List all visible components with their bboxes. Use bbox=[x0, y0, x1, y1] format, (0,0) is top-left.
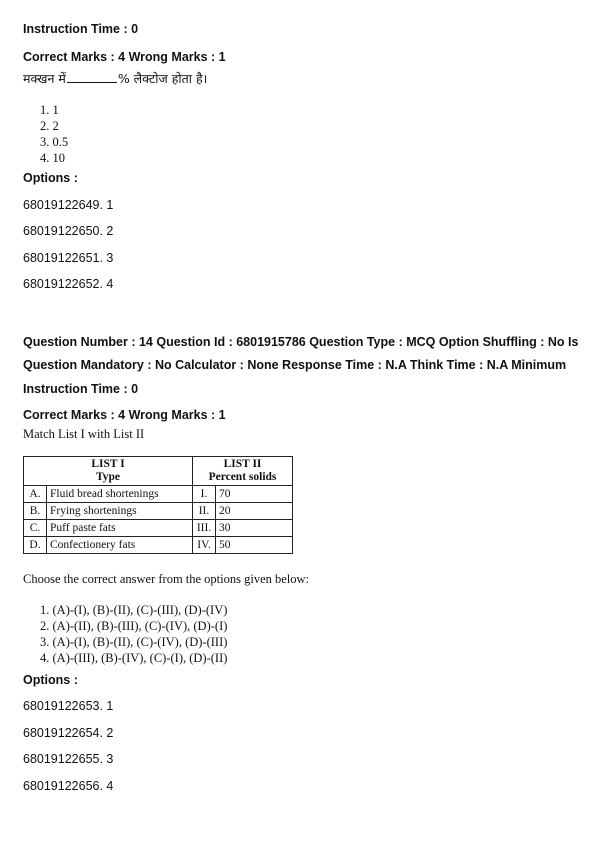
list2-value: 30 bbox=[216, 520, 293, 537]
list1-title: LIST I bbox=[91, 458, 125, 470]
q13-choice: 2. 2 bbox=[40, 119, 59, 133]
list1-subtitle: Type bbox=[95, 471, 121, 483]
q13-marks: Correct Marks : 4 Wrong Marks : 1 bbox=[23, 50, 226, 64]
list1-item: Confectionery fats bbox=[47, 537, 193, 554]
q13-choice: 4. 10 bbox=[40, 151, 65, 165]
table-row bbox=[24, 503, 293, 520]
list2-label: I. bbox=[193, 486, 216, 503]
list2-value: 70 bbox=[216, 486, 293, 503]
list1-label: A. bbox=[24, 486, 47, 503]
q13-options-label: Options : bbox=[23, 171, 78, 185]
q13-option-id: 68019122652. 4 bbox=[23, 277, 114, 291]
list2-header bbox=[193, 457, 293, 486]
q14-question-text: Match List I with List II bbox=[23, 427, 145, 441]
q14-marks: Correct Marks : 4 Wrong Marks : 1 bbox=[23, 408, 226, 422]
list1-item: Fluid bread shortenings bbox=[47, 486, 193, 503]
list2-value: 50 bbox=[216, 537, 293, 554]
q13-question-before: मक्खन में bbox=[23, 71, 66, 86]
list1-label: D. bbox=[24, 537, 47, 554]
list2-label: III. bbox=[193, 520, 216, 537]
list1-header bbox=[24, 457, 193, 486]
list2-title: LIST II bbox=[223, 458, 262, 470]
q14-choice: 2. (A)-(II), (B)-(III), (C)-(IV), (D)-(I) bbox=[40, 619, 228, 633]
q14-choice-list bbox=[40, 602, 227, 666]
q14-option-id: 68019122655. 3 bbox=[23, 752, 114, 766]
list2-label: II. bbox=[193, 503, 216, 520]
table-row bbox=[24, 520, 293, 537]
q13-choice-list bbox=[40, 102, 68, 166]
q14-option-id: 68019122653. 1 bbox=[23, 699, 114, 713]
table-row bbox=[24, 537, 293, 554]
q13-option-id: 68019122649. 1 bbox=[23, 198, 114, 212]
q13-instruction-time: Instruction Time : 0 bbox=[23, 22, 139, 36]
q14-choice: 4. (A)-(III), (B)-(IV), (C)-(I), (D)-(II) bbox=[40, 651, 228, 665]
q14-prompt: Choose the correct answer from the options given below: bbox=[23, 572, 310, 586]
match-table bbox=[23, 456, 293, 554]
q14-choice: 1. (A)-(I), (B)-(II), (C)-(III), (D)-(IV) bbox=[40, 603, 228, 617]
q13-option-id: 68019122651. 3 bbox=[23, 251, 114, 265]
q14-option-id: 68019122656. 4 bbox=[23, 779, 114, 793]
list1-item: Puff paste fats bbox=[47, 520, 193, 537]
q13-question-text bbox=[23, 70, 207, 87]
q14-option-id: 68019122654. 2 bbox=[23, 726, 114, 740]
q13-option-id: 68019122650. 2 bbox=[23, 224, 114, 238]
q14-header-line1: Question Number : 14 Question Id : 6801915786 Question Type : MCQ Option Shuffling : No Is bbox=[23, 335, 579, 349]
table-row bbox=[24, 486, 293, 503]
list2-label: IV. bbox=[193, 537, 216, 554]
list1-label: C. bbox=[24, 520, 47, 537]
match-table-header bbox=[24, 457, 293, 486]
list2-subtitle: Percent solids bbox=[208, 471, 277, 483]
q13-answer-blank bbox=[67, 71, 117, 83]
list1-item: Frying shortenings bbox=[47, 503, 193, 520]
q13-choice: 1. 1 bbox=[40, 103, 59, 117]
q14-options-label: Options : bbox=[23, 673, 78, 687]
q14-choice: 3. (A)-(I), (B)-(II), (C)-(IV), (D)-(III) bbox=[40, 635, 228, 649]
q14-header-line2: Question Mandatory : No Calculator : None Response Time : N.A Think Time : N.A Minimum bbox=[23, 358, 567, 372]
list2-value: 20 bbox=[216, 503, 293, 520]
q13-question-after: % लैक्टोज होता है। bbox=[117, 71, 208, 86]
q13-choice: 3. 0.5 bbox=[40, 135, 69, 149]
list1-label: B. bbox=[24, 503, 47, 520]
q14-instruction-time: Instruction Time : 0 bbox=[23, 382, 139, 396]
